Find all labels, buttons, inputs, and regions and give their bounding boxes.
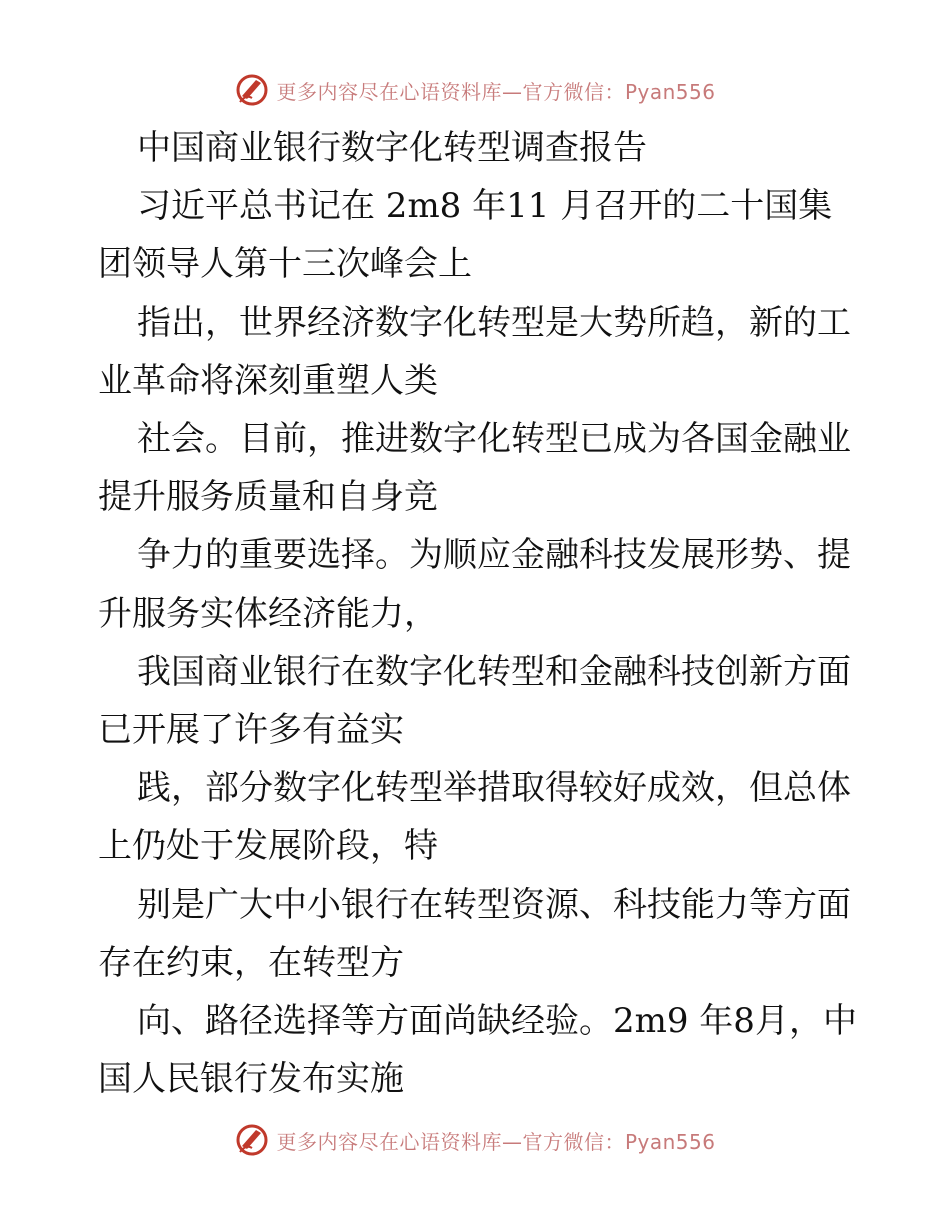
- paragraph-line: 别是广大中小银行在转型资源、科技能力等方面: [137, 885, 851, 925]
- brush-logo-icon: [234, 72, 270, 108]
- paragraph-line: 我国商业银行在数字化转型和金融科技创新方面: [137, 652, 851, 692]
- paragraph-line: 向、路径选择等方面尚缺经验。2m9 年8月，中: [137, 1001, 857, 1041]
- paragraph-line: 国人民银行发布实施: [98, 1059, 404, 1099]
- paragraph-line: 升服务实体经济能力，: [98, 594, 438, 634]
- paragraph-line: 已开展了许多有益实: [98, 710, 404, 750]
- watermark-text: 更多内容尽在心语资料库—官方微信：Pyan556: [276, 79, 716, 104]
- paragraph-line: 提升服务质量和自身竞: [98, 477, 438, 517]
- paragraph-line: 上仍处于发展阶段，特: [98, 826, 438, 866]
- paragraph-line: 争力的重要选择。为顺应金融科技发展形势、提: [137, 535, 851, 575]
- paragraph-line: 团领导人第十三次峰会上: [98, 244, 472, 284]
- paragraph-line: 践，部分数字化转型举措取得较好成效，但总体: [137, 768, 851, 808]
- paragraph-line: 社会。目前，推进数字化转型已成为各国金融业: [137, 419, 851, 459]
- footer-watermark: [0, 1120, 950, 1160]
- paragraph-line: 业革命将深刻重塑人类: [98, 361, 438, 401]
- paragraph-line: 指出，世界经济数字化转型是大势所趋，新的工: [137, 303, 851, 343]
- document-title: 中国商业银行数字化转型调查报告: [137, 128, 647, 168]
- paragraph-line: 习近平总书记在 2m8 年11 月召开的二十国集: [137, 186, 833, 226]
- paragraph-line: 存在约束，在转型方: [98, 943, 404, 983]
- watermark-text: 更多内容尽在心语资料库—官方微信：Pyan556: [276, 1129, 716, 1154]
- brush-logo-icon: [234, 1122, 270, 1158]
- header-watermark: [0, 70, 950, 110]
